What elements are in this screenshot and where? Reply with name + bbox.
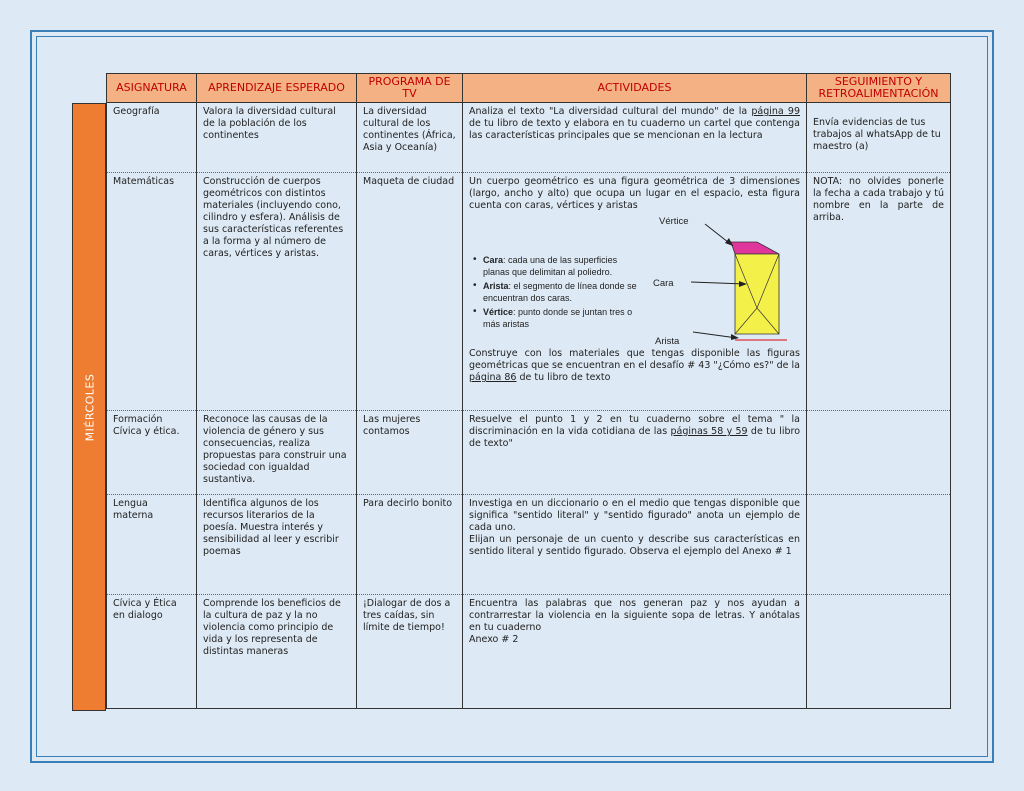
cell-asignatura: Formación Cívica y ética.: [107, 411, 197, 495]
cell-seguimiento: [807, 411, 951, 495]
cell-actividades: Encuentra las palabras que nos generan paz y nos ayudan a contrarrestar la violencia en la siguiente sopa de letras. Y anótalas en tu cuaderno Anexo # 2: [463, 595, 807, 709]
math-intro: Un cuerpo geométrico es una figura geométrica de 3 dimensiones (largo, ancho y alto) que ocupa un lugar en el espacio, esta figura cuenta con caras, vértices y aristas: [469, 176, 800, 211]
cell-asignatura: Cívica y Ética en dialogo: [107, 595, 197, 709]
cell-programa: Para decirlo bonito: [357, 495, 463, 595]
header-actividades: ACTIVIDADES: [463, 74, 807, 103]
cell-programa: ¡Dialogar de dos a tres caídas, sin límite de tiempo!: [357, 595, 463, 709]
header-programa: PROGRAMA DE TV: [357, 74, 463, 103]
list-item: • Vértice: punto donde se juntan tres o más aristas: [473, 306, 633, 329]
cell-aprendizaje: Comprende los beneficios de la cultura de paz y la no violencia como principio de vida y los representa de distintas maneras: [197, 595, 357, 709]
header-aprendizaje: APRENDIZAJE ESPERADO: [197, 74, 357, 103]
page-link[interactable]: páginas 58 y 59: [670, 426, 748, 437]
cell-programa: La diversidad cultural de los continentes (África, Asia y Oceanía): [357, 103, 463, 173]
header-seguimiento: SEGUIMIENTO Y RETROALIMENTACIÓN: [807, 74, 951, 103]
header-asignatura: ASIGNATURA: [107, 74, 197, 103]
table-row: [107, 103, 951, 173]
day-label: MIÉRCOLES: [83, 373, 97, 441]
prism-top-face: [731, 242, 779, 254]
cell-aprendizaje: Reconoce las causas de la violencia de género y sus consecuencias, realiza propuestas para construir una sociedad con igualdad sustantiva.: [197, 411, 357, 495]
prism-figure: [469, 216, 813, 348]
arrow-head: [731, 334, 739, 340]
table-row: [107, 495, 951, 595]
math-outro: Construye con los materiales que tengas disponible las figuras geométricas que se encuentran en el desafío # 43 "¿Cómo es?" de la página 86 de tu libro de texto: [469, 348, 800, 383]
cell-asignatura: Matemáticas: [107, 173, 197, 411]
prism-front-face: [735, 254, 779, 334]
cell-seguimiento: Envía evidencias de tus trabajos al whatsApp de tu maestro (a): [807, 103, 951, 173]
list-item: • Cara: cada una de las superficies planas que delimitan al poliedro.: [473, 254, 618, 277]
cell-asignatura: Geografía: [107, 103, 197, 173]
cell-actividades: Resuelve el punto 1 y 2 en tu cuaderno sobre el tema " la discriminación en la vida cotidiana de las páginas 58 y 59 de tu libro de texto": [463, 411, 807, 495]
page-link[interactable]: página 86: [469, 372, 517, 383]
cell-programa: Las mujeres contamos: [357, 411, 463, 495]
cell-actividades: [463, 173, 807, 411]
cell-actividades: Investiga en un diccionario o en el medio que tengas disponible que significa "sentido literal" y "sentido figurado" anota un ejemplo de cada uno. Elijan un personaje de un cuento y describe sus características en sentido literal y sentido figurado. Observa el ejemplo del Anexo # 1: [463, 495, 807, 595]
day-bar: [72, 103, 106, 711]
label-arista: Arista: [655, 336, 680, 347]
table-row: [107, 411, 951, 495]
lesson-plan: [72, 73, 952, 713]
list-item: • Arista: el segmento de línea donde se encuentran dos caras.: [473, 280, 637, 303]
cell-programa: Maqueta de ciudad: [357, 173, 463, 411]
cell-aprendizaje: Identifica algunos de los recursos literarios de la poesía. Muestra interés y sensibilidad al leer y escribir poemas: [197, 495, 357, 595]
label-vertice: Vértice: [659, 216, 689, 227]
table-row: [107, 173, 951, 411]
pointer-arista: [693, 332, 737, 338]
label-cara: Cara: [653, 278, 674, 289]
cell-seguimiento: [807, 595, 951, 709]
lesson-table: [106, 73, 951, 709]
cell-aprendizaje: Valora la diversidad cultural de la población de los continentes: [197, 103, 357, 173]
prism-diagram: [469, 216, 800, 348]
page-link[interactable]: página 99: [751, 106, 800, 117]
cell-seguimiento: NOTA: no olvides ponerle la fecha a cada trabajo y tú nombre en la parte de arriba.: [807, 173, 951, 411]
table-row: [107, 595, 951, 709]
cell-asignatura: Lengua materna: [107, 495, 197, 595]
cell-actividades: Analiza el texto "La diversidad cultural del mundo" de la página 99 de tu libro de texto y elabora en tu cuaderno un cartel que contenga las características principales que se mencionan en la lectura: [463, 103, 807, 173]
header-row: [107, 74, 951, 103]
cell-aprendizaje: Construcción de cuerpos geométricos con distintos materiales (incluyendo cono, cilindro y esfera). Análisis de sus características referentes a la forma y al número de caras, vértices y aristas.: [197, 173, 357, 411]
cell-seguimiento: [807, 495, 951, 595]
